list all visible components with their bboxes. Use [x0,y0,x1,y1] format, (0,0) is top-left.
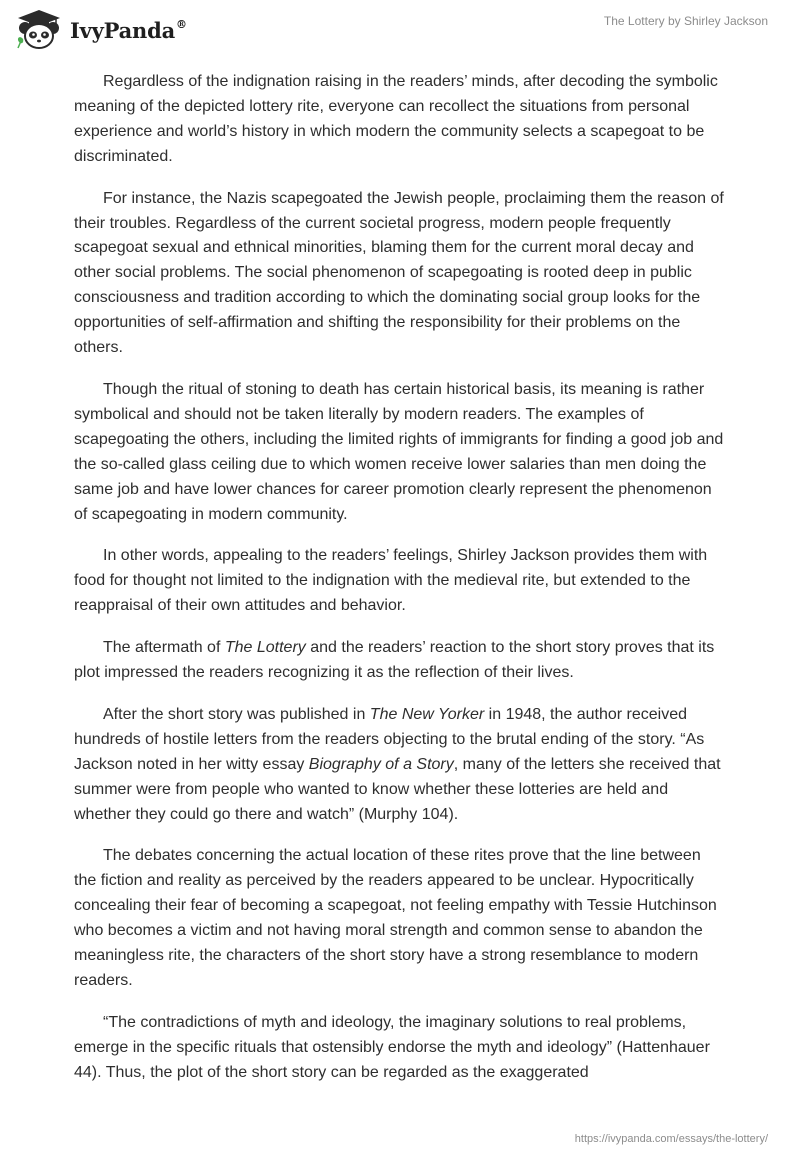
paragraph-text: “The contradictions of myth and ideology, the imaginary solutions to real problems, emerge in the specific rituals that ostensibly endorse the myth and ideology” (Hattenhauer 44). Thus, the plot of the short story can be regarded as the exaggerated [74,1013,710,1081]
paragraph-text: For instance, the Nazis scapegoated the Jewish people, proclaiming them the reason of their troubles. Regardless of the current societal progress, modern people frequently scapegoat sexual and ethnical minorities, blaming them for the current moral decay and other social problems. The social phenomenon of scapegoating is rooted deep in public consciousness and tradition according to which the dominating social group looks for the opportunities of self-affirmation and shifting the responsibility for their problems on the others. [74,189,724,357]
essay-paragraph [74,187,726,361]
document-title: The Lottery by Shirley Jackson [603,14,768,28]
paragraph-text: The debates concerning the actual location of these rites prove that the line between the fiction and reality as perceived by the readers appeared to be unclear. Hypocritically concealing their fear of becoming a scapegoat, not feeling empathy with Tessie Hutchinson who becomes a victim and not having moral strength and common sense to abandon the meaningless rite, the characters of the short story have a strong resemblance to modern readers. [74,847,717,989]
essay-body [74,70,726,1103]
paragraph-text: Though the ritual of stoning to death has certain historical basis, its meaning is rather symbolical and should not be taken literally by modern readers. The examples of scapegoating the others, including the limited rights of immigrants for finding a good job and the so-called glass ceiling due to which women receive lower salaries than men doing the same job and have lower chances for career promotion clearly represent the phenomenon of scapegoating in modern community. [74,380,724,523]
essay-paragraph [74,844,726,993]
paragraph-text: The aftermath of [103,639,225,657]
essay-paragraph [74,70,726,170]
site-logo[interactable] [14,8,187,50]
brand-name [70,18,187,43]
trademark-symbol: ® [176,17,187,31]
paragraph-text: Regardless of the indignation raising in the readers’ minds, after decoding the symbolic meaning of the depicted lottery rite, everyone can recollect the situations from personal experience and world’s history in which modern the community selects a scapegoat to be discriminated. [74,73,718,165]
italic-title: Biography of a Story [308,755,454,773]
italic-title: The Lottery [224,639,306,657]
paragraph-text: and the readers’ reaction to the short story proves that its plot impressed the readers recognizing it as the reflection of their lives. [74,639,715,682]
essay-paragraph [74,703,726,828]
footer-url[interactable]: https://ivypanda.com/essays/the-lottery/ [574,1133,768,1145]
essay-paragraph [74,378,726,527]
brand-text: IvyPanda [70,17,176,43]
paragraph-text: In other words, appealing to the readers’ feelings, Shirley Jackson provides them with food for thought not limited to the indignation with the medieval rite, but extended to the reappraisal of their own attitudes and behavior. [74,547,708,615]
page-header [0,0,800,60]
italic-title: The New Yorker [369,705,485,723]
paragraph-text: After the short story was published in [103,705,370,723]
paragraph-text: , many of the letters she received that summer were from people who wanted to know whether these lotteries are held and whether they could go there and watch” (Murphy 104). [74,755,721,823]
essay-paragraph [74,1011,726,1086]
essay-paragraph [74,636,726,686]
panda-graduation-cap-icon [14,8,64,50]
paragraph-text: in 1948, the author received hundreds of hostile letters from the readers objecting to the brutal ending of the story. “As Jackson noted in her witty essay [74,705,705,773]
essay-paragraph [74,544,726,619]
